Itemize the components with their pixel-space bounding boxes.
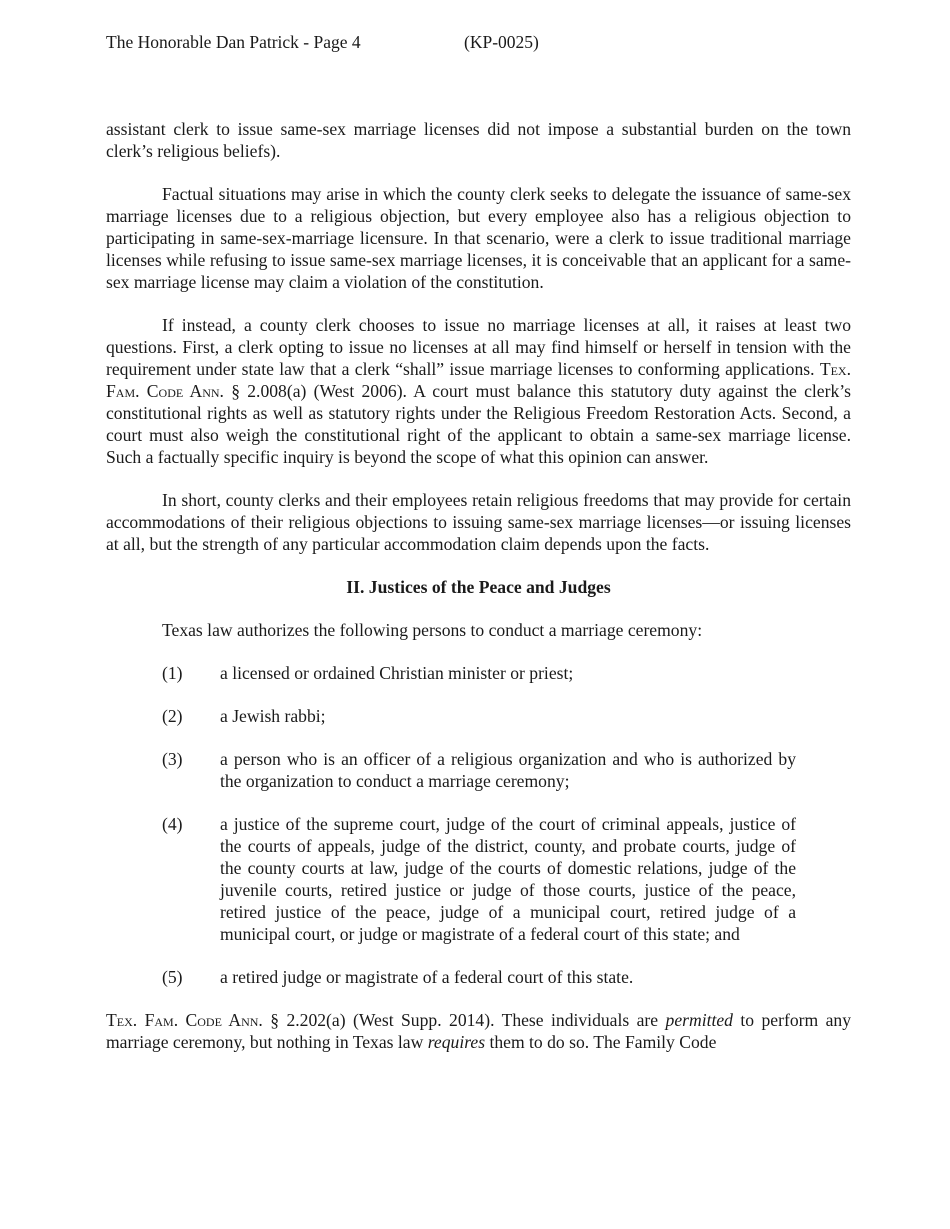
list-intro: Texas law authorizes the following persons to conduct a marriage ceremony:	[162, 620, 703, 640]
statute-citation: Tex. Fam. Code Ann.	[106, 359, 851, 401]
closing-text-b: to perform any marriage ceremony, but nothing in Texas law	[106, 1010, 851, 1052]
list-item-number: (3)	[162, 749, 183, 769]
closing-citation: Tex. Fam. Code Ann.	[106, 1010, 263, 1030]
list-item	[106, 813, 851, 945]
paragraph-1: assistant clerk to issue same-sex marriage licenses did not impose a substantial burden on the town clerk’s religious beliefs).	[106, 119, 851, 161]
closing-emphasis-requires: requires	[427, 1032, 486, 1052]
officiant-list	[106, 662, 851, 988]
section-heading: II. Justices of the Peace and Judges	[346, 577, 611, 597]
list-item-number: (1)	[162, 663, 183, 683]
list-item-number: (2)	[162, 706, 183, 726]
paragraph-3-text-a: If instead, a county clerk chooses to issue no marriage licenses at all, it raises at least two questions. First, a clerk opting to issue no licenses at all may find himself or herself in tension with the requirement under state law that a clerk “shall” issue marriage licenses to conforming applications.	[106, 315, 851, 379]
closing-paragraph	[106, 1009, 851, 1053]
paragraph-3	[106, 314, 851, 468]
list-item	[106, 966, 851, 988]
list-item	[106, 705, 851, 727]
paragraph-2: Factual situations may arise in which the county clerk seeks to delegate the issuance of same-sex marriage licenses due to a religious objection, but every employee also has a religious objection to participating in same-sex-marriage licensure. In that scenario, were a clerk to issue traditional marriage licenses while refusing to issue same-sex marriage licenses, it is conceivable that an applicant for a same-sex marriage license may claim a violation of the constitution.	[106, 184, 851, 292]
list-item-text: a justice of the supreme court, judge of the court of criminal appeals, justice of the courts of appeals, judge of the district, county, and probate courts, judge of the county courts at law, judge of the courts of domestic relations, judge of the juvenile courts, retired justice or judge of those courts, justice of the peace, retired justice of the peace, judge of a municipal court, retired judge of a municipal court, or judge or magistrate of a federal court of this state; and	[220, 814, 796, 944]
list-item-number: (5)	[162, 967, 183, 987]
closing-emphasis-permitted: permitted	[665, 1010, 733, 1030]
list-item-text: a Jewish rabbi;	[220, 706, 326, 726]
opinion-number: (KP-0025)	[464, 32, 539, 52]
list-item-number: (4)	[162, 814, 183, 834]
list-item-text: a licensed or ordained Christian minister or priest;	[220, 663, 574, 683]
document-body	[106, 118, 851, 1074]
list-item	[106, 662, 851, 684]
paragraph-3-text-b: § 2.008(a) (West 2006). A court must balance this statutory duty against the clerk’s constitutional rights as well as statutory rights under the Religious Freedom Restoration Acts. Second, a court must also weigh the constitutional right of the applicant to obtain a same-sex marriage license. Such a factually specific inquiry is beyond the scope of what this opinion can answer.	[106, 381, 851, 467]
paragraph-4: In short, county clerks and their employees retain religious freedoms that may provide for certain accommodations of their religious objections to issuing same-sex marriage licenses—or issuing licenses at all, but the strength of any particular accommodation claim depends upon the facts.	[106, 490, 851, 554]
page-header	[106, 32, 539, 53]
header-title: The Honorable Dan Patrick - Page 4	[106, 32, 361, 52]
list-item	[106, 748, 851, 792]
closing-text-c: them to do so. The Family Code	[485, 1032, 717, 1052]
closing-text-a: § 2.202(a) (West Supp. 2014). These individuals are	[262, 1010, 666, 1030]
list-item-text: a retired judge or magistrate of a federal court of this state.	[220, 967, 634, 987]
list-item-text: a person who is an officer of a religious organization and who is authorized by the organization to conduct a marriage ceremony;	[220, 749, 796, 791]
